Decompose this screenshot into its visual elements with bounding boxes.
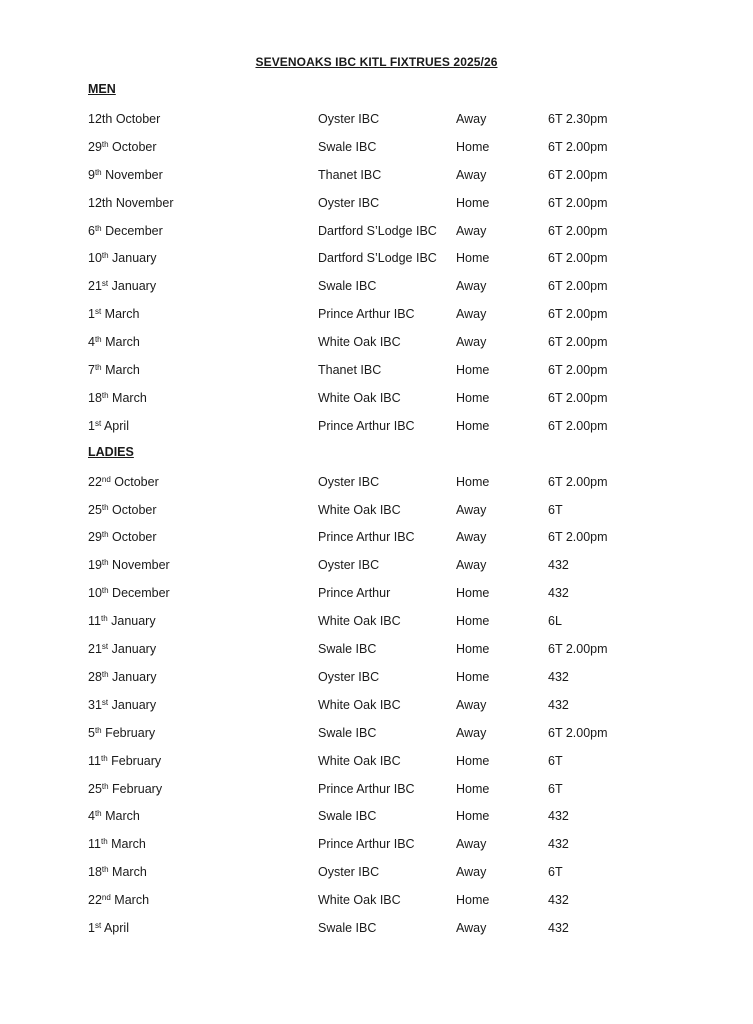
fixture-month: November — [108, 558, 170, 573]
fixture-day: 11 — [88, 837, 101, 852]
fixture-row — [0, 696, 753, 714]
fixture-day-suffix: st — [94, 921, 102, 930]
fixture-opponent: White Oak IBC — [318, 893, 401, 908]
fixture-row — [0, 501, 753, 519]
fixture-row — [0, 138, 753, 156]
fixture-row — [0, 277, 753, 295]
fixture-venue: Home — [456, 753, 490, 768]
fixture-row — [0, 891, 753, 909]
fixture-row — [0, 473, 753, 491]
fixture-date — [88, 891, 149, 909]
fixture-row — [0, 640, 753, 658]
fixture-day: 18 — [88, 865, 102, 880]
fixture-date — [88, 696, 156, 714]
fixture-row — [0, 780, 753, 798]
fixture-date — [88, 528, 157, 546]
fixture-day-suffix: th — [101, 195, 113, 210]
fixture-day-suffix: st — [101, 697, 109, 707]
fixture-time: 6T — [548, 753, 563, 768]
fixture-date — [88, 277, 156, 295]
fixture-time: 432 — [548, 921, 569, 935]
fixture-day-suffix: th — [100, 753, 108, 763]
fixture-opponent: Swale IBC — [318, 642, 377, 656]
fixture-venue: Away — [456, 502, 487, 517]
fixture-row — [0, 389, 753, 407]
fixture-date — [88, 389, 147, 407]
fixture-time: 6T 2.00pm — [548, 530, 608, 545]
fixture-opponent: Swale IBC — [318, 809, 377, 824]
fixture-day-suffix: th — [101, 502, 109, 512]
fixture-date — [88, 752, 161, 770]
fixture-time: 432 — [548, 837, 569, 852]
fixture-day: 1 — [88, 921, 95, 935]
fixture-day: 25 — [88, 502, 102, 517]
fixture-month: March — [101, 809, 140, 824]
fixture-time: 6T 2.00pm — [548, 363, 608, 377]
fixture-day: 10 — [88, 251, 102, 266]
fixture-date — [88, 417, 129, 435]
fixture-opponent: Oyster IBC — [318, 558, 380, 573]
fixture-time: 6T — [548, 781, 563, 796]
fixture-time: 6T 2.00pm — [548, 474, 608, 489]
fixture-date — [88, 612, 156, 630]
fixture-day-suffix: th — [100, 837, 108, 847]
fixture-venue: Home — [456, 363, 490, 377]
fixture-month: February — [107, 753, 162, 768]
fixture-month: February — [108, 781, 163, 796]
fixture-opponent: Swale IBC — [318, 725, 377, 740]
fixture-day: 12 — [88, 111, 102, 126]
fixture-venue: Home — [456, 809, 490, 824]
fixture-row — [0, 222, 753, 240]
fixture-row — [0, 919, 753, 937]
fixture-time: 432 — [548, 586, 569, 601]
fixture-time: 6L — [548, 614, 562, 629]
fixture-venue: Away — [456, 167, 487, 182]
fixture-time: 6T 2.00pm — [548, 642, 608, 656]
fixture-month: March — [108, 390, 147, 405]
fixture-row — [0, 528, 753, 546]
fixture-row — [0, 752, 753, 770]
fixture-venue: Away — [456, 279, 487, 294]
fixture-day-suffix: th — [94, 335, 102, 345]
fixture-time: 6T 2.00pm — [548, 195, 608, 210]
fixture-opponent: White Oak IBC — [318, 753, 401, 768]
fixture-date — [88, 501, 157, 519]
fixture-venue: Away — [456, 223, 487, 238]
fixture-day: 12 — [88, 195, 102, 210]
fixture-opponent: White Oak IBC — [318, 502, 401, 517]
fixture-month: April — [101, 921, 129, 935]
fixture-date — [88, 863, 147, 881]
fixture-row — [0, 305, 753, 323]
fixture-day: 18 — [88, 390, 102, 405]
fixture-month: November — [101, 167, 163, 182]
fixture-date — [88, 110, 160, 128]
fixture-venue: Home — [456, 781, 490, 796]
fixture-day: 31 — [88, 697, 102, 712]
fixture-opponent: Prince Arthur IBC — [318, 307, 415, 322]
fixture-time: 6T 2.00pm — [548, 251, 608, 266]
fixture-venue: Home — [456, 418, 490, 433]
fixture-month: December — [108, 586, 170, 601]
fixture-time: 6T 2.00pm — [548, 390, 608, 405]
fixture-venue: Home — [456, 586, 490, 601]
fixture-opponent: Thanet IBC — [318, 363, 382, 377]
fixture-month: October — [108, 139, 157, 154]
fixture-venue: Away — [456, 530, 487, 545]
fixture-row — [0, 556, 753, 574]
fixture-date — [88, 780, 162, 798]
fixture-opponent: Prince Arthur IBC — [318, 418, 415, 433]
fixture-time: 6T 2.00pm — [548, 725, 608, 740]
fixture-row — [0, 249, 753, 267]
fixture-venue: Away — [456, 558, 487, 573]
fixture-date — [88, 835, 146, 853]
fixture-day-suffix: th — [101, 669, 109, 679]
fixture-opponent: Dartford S’Lodge IBC — [318, 223, 437, 238]
fixture-row — [0, 584, 753, 602]
fixture-opponent: White Oak IBC — [318, 390, 401, 405]
fixture-row — [0, 361, 753, 379]
fixture-day-suffix: th — [101, 111, 113, 126]
fixture-day: 28 — [88, 669, 102, 684]
fixture-row — [0, 863, 753, 881]
fixture-month: January — [108, 697, 157, 712]
fixture-day: 4 — [88, 809, 95, 824]
fixture-venue: Home — [456, 195, 490, 210]
document-title: SEVENOAKS IBC KITL FIXTRUES 2025/26 — [255, 55, 498, 69]
fixture-month: January — [107, 614, 156, 629]
fixture-day: 1 — [88, 307, 95, 322]
fixture-venue: Away — [456, 837, 487, 852]
fixture-time: 6T 2.00pm — [548, 167, 608, 182]
fixture-opponent: Dartford S’Lodge IBC — [318, 251, 437, 266]
fixture-venue: Away — [456, 697, 487, 712]
fixture-day-suffix: th — [94, 725, 102, 735]
fixture-time: 432 — [548, 558, 569, 573]
fixture-date — [88, 305, 139, 323]
fixture-day-suffix: nd — [101, 474, 111, 484]
fixture-date — [88, 807, 140, 825]
fixture-day: 19 — [88, 558, 102, 573]
fixture-month: March — [110, 893, 150, 908]
fixture-month: October — [112, 111, 161, 126]
fixture-venue: Home — [456, 139, 490, 154]
fixture-date — [88, 724, 155, 742]
fixture-day: 25 — [88, 781, 102, 796]
fixture-date — [88, 473, 159, 491]
fixture-month: March — [101, 363, 140, 377]
fixture-date — [88, 556, 170, 574]
fixture-opponent: Thanet IBC — [318, 167, 382, 182]
fixture-opponent: Oyster IBC — [318, 111, 380, 126]
fixture-opponent: Swale IBC — [318, 921, 377, 935]
fixture-venue: Away — [456, 725, 487, 740]
fixture-month: February — [101, 725, 156, 740]
fixture-opponent: Oyster IBC — [318, 195, 380, 210]
fixture-day: 21 — [88, 279, 102, 294]
fixture-opponent: White Oak IBC — [318, 335, 401, 350]
fixture-day-suffix: th — [94, 809, 102, 819]
fixture-venue: Home — [456, 614, 490, 629]
fixture-time: 6T — [548, 502, 563, 517]
fixture-month: December — [101, 223, 163, 238]
section-heading-men: MEN — [88, 82, 116, 96]
fixture-venue: Home — [456, 474, 490, 489]
fixture-month: October — [110, 474, 159, 489]
fixture-month: October — [108, 530, 157, 545]
fixture-day-suffix: th — [101, 139, 109, 149]
fixture-day-suffix: th — [94, 363, 102, 372]
fixture-month: January — [108, 279, 157, 294]
fixture-day-suffix: st — [94, 307, 102, 317]
fixture-venue: Home — [456, 642, 490, 656]
fixture-row — [0, 333, 753, 351]
fixture-day-suffix: st — [101, 642, 109, 651]
fixture-opponent: White Oak IBC — [318, 614, 401, 629]
fixture-venue: Away — [456, 307, 487, 322]
fixture-venue: Away — [456, 111, 487, 126]
fixture-opponent: Prince Arthur — [318, 586, 391, 601]
fixture-row — [0, 166, 753, 184]
fixture-venue: Home — [456, 251, 490, 266]
fixture-month: November — [112, 195, 174, 210]
fixture-month: January — [108, 642, 157, 656]
fixture-day: 11 — [88, 614, 101, 629]
fixture-day: 7 — [88, 363, 95, 377]
fixture-day-suffix: nd — [101, 893, 111, 903]
fixture-time: 6T 2.30pm — [548, 111, 608, 126]
fixture-day: 29 — [88, 530, 102, 545]
fixture-opponent: Oyster IBC — [318, 474, 380, 489]
fixture-day-suffix: st — [101, 279, 109, 289]
fixture-venue: Away — [456, 921, 487, 935]
fixture-date — [88, 919, 129, 937]
fixture-date — [88, 166, 163, 184]
fixture-row — [0, 835, 753, 853]
fixture-day-suffix: th — [100, 614, 108, 624]
fixture-day: 22 — [88, 893, 102, 908]
fixture-month: January — [108, 669, 157, 684]
fixture-time: 432 — [548, 669, 569, 684]
fixture-month: October — [108, 502, 157, 517]
fixture-day: 11 — [88, 753, 101, 768]
fixture-day: 1 — [88, 418, 95, 433]
fixture-date — [88, 138, 157, 156]
fixture-time: 6T — [548, 865, 563, 880]
fixture-day: 29 — [88, 139, 102, 154]
fixture-date — [88, 640, 156, 658]
fixture-time: 432 — [548, 893, 569, 908]
fixture-day-suffix: th — [94, 167, 102, 177]
fixture-time: 6T 2.00pm — [548, 139, 608, 154]
fixture-time: 6T 2.00pm — [548, 279, 608, 294]
fixture-month: April — [101, 418, 129, 433]
fixture-row — [0, 612, 753, 630]
fixture-date — [88, 249, 157, 267]
fixture-day-suffix: th — [101, 530, 109, 540]
fixture-date — [88, 222, 163, 240]
fixture-opponent: Swale IBC — [318, 139, 377, 154]
fixture-time: 432 — [548, 809, 569, 824]
fixture-time: 6T 2.00pm — [548, 418, 608, 433]
section-heading-ladies: LADIES — [88, 444, 134, 459]
fixture-row — [0, 194, 753, 212]
fixture-date — [88, 584, 170, 602]
fixture-time: 6T 2.00pm — [548, 223, 608, 238]
fixture-month: March — [108, 865, 147, 880]
fixture-opponent: White Oak IBC — [318, 697, 401, 712]
fixture-month: March — [101, 335, 140, 350]
fixture-month: March — [101, 307, 140, 322]
fixture-month: March — [107, 837, 146, 852]
fixture-day-suffix: th — [101, 586, 109, 596]
fixture-day: 6 — [88, 223, 95, 238]
fixture-date — [88, 333, 140, 351]
fixture-day-suffix: th — [101, 251, 109, 261]
fixture-opponent: Prince Arthur IBC — [318, 781, 415, 796]
fixture-venue: Away — [456, 335, 487, 350]
fixture-time: 6T 2.00pm — [548, 307, 608, 322]
fixture-venue: Away — [456, 865, 487, 880]
fixture-row — [0, 668, 753, 686]
fixture-day-suffix: st — [94, 418, 102, 428]
fixture-opponent: Prince Arthur IBC — [318, 530, 415, 545]
fixture-venue: Home — [456, 390, 490, 405]
fixture-opponent: Prince Arthur IBC — [318, 837, 415, 852]
fixture-row — [0, 110, 753, 128]
fixture-day: 22 — [88, 474, 102, 489]
fixture-day: 9 — [88, 167, 95, 182]
fixture-date — [88, 668, 157, 686]
fixture-time: 432 — [548, 697, 569, 712]
fixture-day-suffix: th — [101, 390, 109, 400]
fixture-date — [88, 194, 173, 212]
fixture-day-suffix: th — [94, 223, 102, 233]
fixture-day: 5 — [88, 725, 95, 740]
fixture-row — [0, 724, 753, 742]
fixture-day-suffix: th — [101, 781, 109, 791]
fixture-day-suffix: th — [101, 558, 109, 568]
fixture-row — [0, 807, 753, 825]
fixture-day: 10 — [88, 586, 102, 601]
fixture-day: 4 — [88, 335, 95, 350]
fixture-day: 21 — [88, 642, 102, 656]
fixture-venue: Home — [456, 669, 490, 684]
fixture-opponent: Oyster IBC — [318, 669, 380, 684]
fixture-opponent: Swale IBC — [318, 279, 377, 294]
fixture-venue: Home — [456, 893, 490, 908]
fixture-day-suffix: th — [101, 865, 109, 875]
fixture-date — [88, 361, 140, 379]
fixture-opponent: Oyster IBC — [318, 865, 380, 880]
fixture-row — [0, 417, 753, 435]
fixture-month: January — [108, 251, 157, 266]
fixture-time: 6T 2.00pm — [548, 335, 608, 350]
